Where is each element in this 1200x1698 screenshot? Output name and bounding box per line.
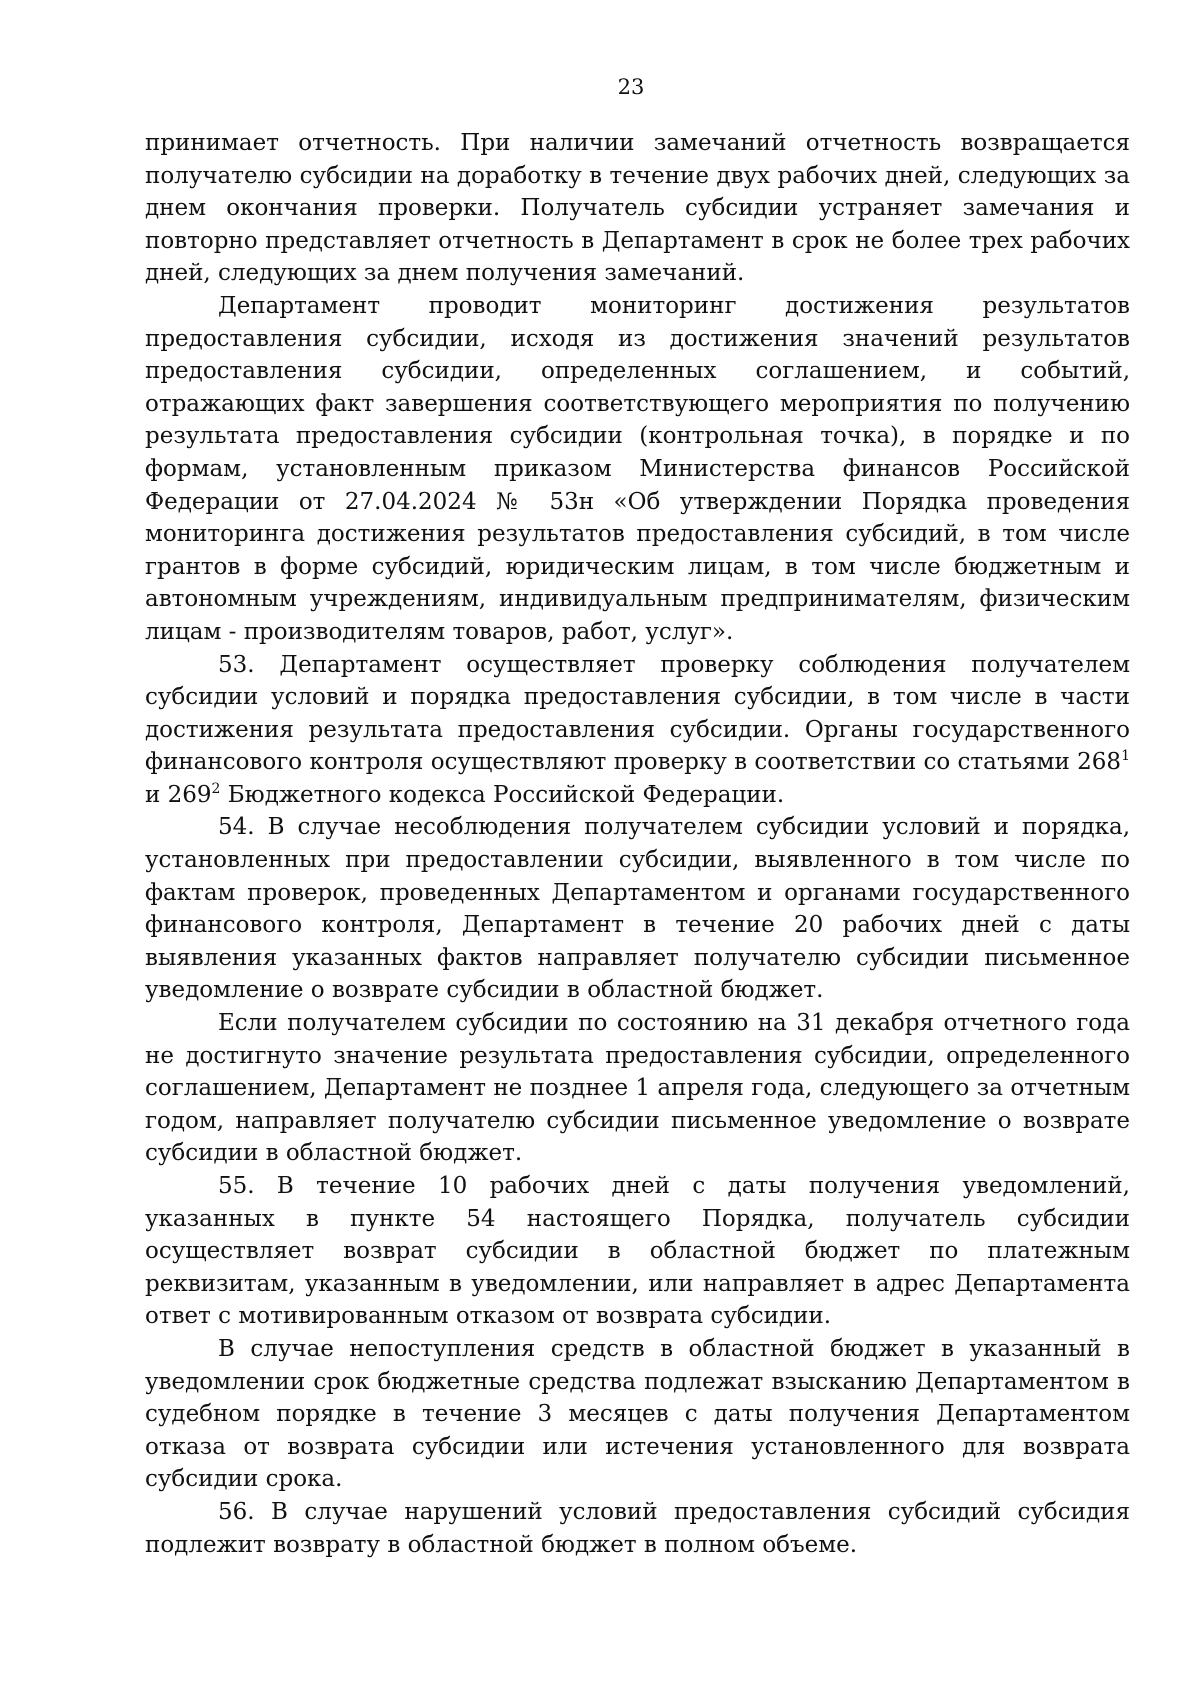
paragraph-53-text-a: 53. Департамент осуществляет проверку соблюдения получателем субсидии условий и порядка предоставления субсидии, в том числе в части достижения результата предоставления субсидии. Органы государственного финансового контроля осуществляют проверку в соответствии со статьями 268 (145, 651, 1130, 776)
paragraph-monitoring: Департамент проводит мониторинг достижения результатов предоставления субсидии, исходя из достижения значений результатов предоставления субсидии, определенных соглашением, и событий, отражающих факт завершения соответствующего мероприятия по получению результата предоставления субсидии (контрольная точка), в порядке и по формам, установленным приказом Министерства финансов Российской Федерации от 27.04.2024 № 53н «Об утверждении Порядка проведения мониторинга достижения результатов предоставления субсидий, в том числе грантов в форме субсидий, юридическим лицам, в том числе бюджетным и автономным учреждениям, индивидуальным предпринимателям, физическим лицам - производителям товаров, работ, услуг». (145, 292, 1130, 645)
page-number: 23 (617, 75, 645, 99)
paragraph-53-text-c: Бюджетного кодекса Российской Федерации. (220, 781, 785, 808)
paragraph-56-full-refund: 56. В случае нарушений условий предоставления субсидий субсидия подлежит возврату в областной бюджет в полном объеме. (145, 1498, 1130, 1558)
paragraph-53-compliance-check (145, 649, 1130, 812)
paragraph-court-recovery: В случае непоступления средств в областной бюджет в указанный в уведомлении срок бюджетные средства подлежат взысканию Департаментом в судебном порядке в течение 3 месяцев с даты получения Департаментом отказа от возврата субсидии или истечения установленного для возврата субсидии срока. (145, 1335, 1130, 1493)
article-268-superscript: 1 (1121, 748, 1130, 765)
paragraph-53-text-b: и 269 (145, 781, 212, 808)
document-body (145, 127, 1130, 1561)
article-269-superscript: 2 (211, 780, 221, 797)
paragraph-54-violation-notice: 54. В случае несоблюдения получателем субсидии условий и порядка, установленных при предоставлении субсидии, выявленного в том числе по фактам проверок, проведенных Департаментом и органами государственного финансового контроля, Департамент в течение 20 рабочих дней с даты выявления указанных фактов направляет получателю субсидии письменное уведомление о возврате субсидии в областной бюджет. (145, 814, 1130, 1004)
paragraph-reporting-acceptance: принимает отчетность. При наличии замечаний отчетность возвращается получателю субсидии на доработку в течение двух рабочих дней, следующих за днем окончания проверки. Получатель субсидии устраняет замечания и повторно представляет отчетность в Департамент в срок не более трех рабочих дней, следующих за днем получения замечаний. (145, 130, 1130, 287)
paragraph-result-not-achieved: Если получателем субсидии по состоянию на 31 декабря отчетного года не достигнуто значение результата предоставления субсидии, определенного соглашением, Департамент не позднее 1 апреля года, следующего за отчетным годом, направляет получателю субсидии письменное уведомление о возврате субсидии в областной бюджет. (145, 1010, 1130, 1167)
paragraph-55-refund: 55. В течение 10 рабочих дней с даты получения уведомлений, указанных в пункте 54 настоящего Порядка, получатель субсидии осуществляет возврат субсидии в областной бюджет по платежным реквизитам, указанным в уведомлении, или направляет в адрес Департамента ответ с мотивированным отказом от возврата субсидии. (145, 1173, 1130, 1330)
